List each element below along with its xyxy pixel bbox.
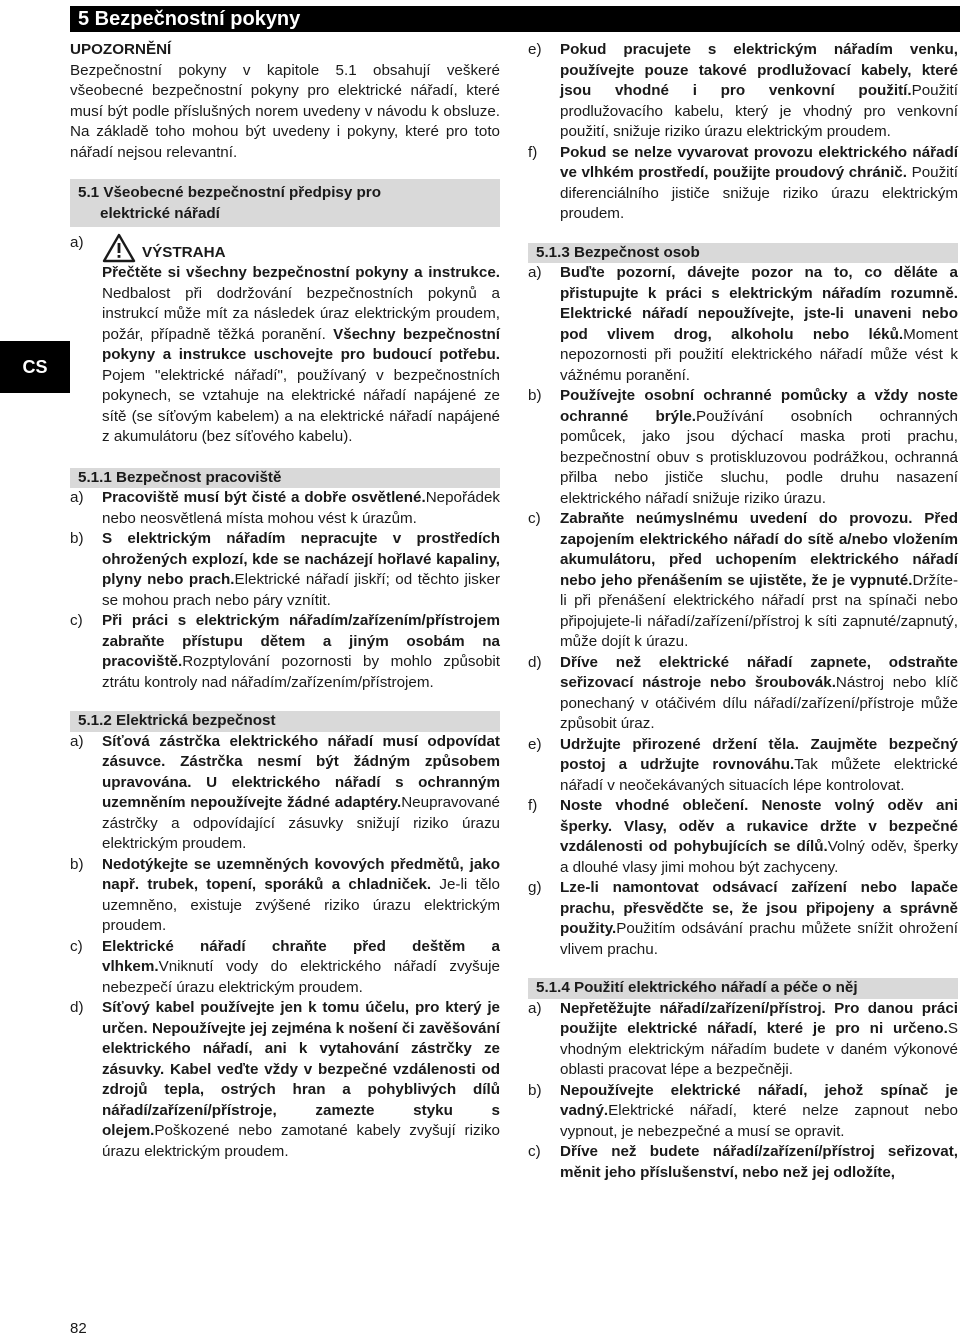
list-item [528, 878, 958, 960]
item-bold-text: Lze-li namontovat odsávací zařízení nebo lapače prachu, přesvědčte se, že jsou připojeny a správně použity. [560, 879, 958, 937]
item-bold-text: Nedotýkejte se uzemněných kovových předmětů, jako např. trubek, topení, sporáků a chladniček. [102, 855, 500, 893]
item-letter: d) [70, 999, 84, 1016]
item-bold-text: Nepřetěžujte nářadí/zařízení/přístroj. Pro danou práci použijte elektrické nářadí, které je pro ni určeno. [560, 999, 958, 1037]
item-text: Použití prodlužovacího kabelu, který je vhodný pro venkovní použití, snižuje riziko úrazu elektrickým proudem. [560, 82, 958, 140]
item-text: Elektrické nářadí jiskří; od těchto jisker se mohou prach nebo páry vznítit. [102, 571, 500, 609]
right-column [528, 40, 958, 1183]
warning-text [102, 263, 500, 448]
notice-title: UPOZORNĚNÍ [70, 41, 172, 58]
workplace-safety-list [70, 488, 500, 693]
list-item [70, 732, 500, 855]
item-letter: b) [528, 1081, 542, 1099]
item-bold-text: Noste vhodné oblečení. Nenoste volný oděv ani šperky. Vlasy, oděv a rukavice držte v bezpečné vzdálenosti od pohybujících se dílů. [560, 797, 958, 855]
warning-bold-1: Přečtěte si všechny bezpečnostní pokyny a instrukce. [102, 264, 500, 281]
item-text: Elektrické nářadí, které nelze zapnout nebo vypnout, je nebezpečné a musí se opravit. [560, 1102, 958, 1140]
list-item [528, 509, 958, 653]
personal-safety-list [528, 263, 958, 960]
warning-triangle-icon [102, 233, 136, 263]
item-letter: g) [528, 879, 542, 896]
item-text: Je-li tělo uzemněno, existuje zvýšené riziko úrazu elektrickým proudem. [102, 876, 500, 934]
item-bold-text: Buďte pozorní, dávejte pozor na to, co děláte a přistupujte k práci s elektrickým nářadím rozumně. Elektrické nářadí nepoužívejte, jste-li unaveni nebo pod vlivem drog, alkoholu nebo léků. [560, 264, 958, 343]
item-text: Držíte-li při přenášení elektrického nářadí prst na spínači nebo připojujete-li nářadí/zařízení/přístroj k síti zapnuté/zapnutý, může dojít k úrazu. [560, 571, 958, 650]
item-text: Použitím odsávání prachu můžete snížit ohrožení vlivem prachu. [560, 920, 958, 958]
item-letter: e) [528, 735, 542, 753]
list-item [528, 1142, 958, 1183]
item-text: Neupravované zástrčky a odpovídající zásuvky snižují riziko úrazu elektrickým proudem. [102, 794, 500, 852]
list-item [528, 1081, 958, 1143]
list-item [528, 999, 958, 1081]
item-text: Nástroj nebo klíč ponechaný v otáčivém dílu nářadí/zařízení/přístroje může způsobit úraz. [560, 674, 958, 732]
section-5-1-4-heading: 5.1.4 Použití elektrického nářadí a péče o něj [528, 978, 958, 999]
item-letter: a) [70, 234, 84, 251]
item-bold-text: Síťový kabel používejte jen k tomu účelu, pro který je určen. Nepoužívejte jej zejména k nošení či zavěšování elektrického nářadí, ani k vytahování zástrčky ze zásuvky. Kabel veďte vždy v bezpečné vzdálenosti od zdrojů tepla, ostrých hran a pohyblivých dílů nářadí/zařízení/přístroje, zamezte styku s olejem. [102, 999, 500, 1139]
warning-item [70, 233, 500, 448]
item-letter: c) [528, 510, 541, 527]
list-item [70, 998, 500, 1162]
chapter-title: 5 Bezpečnostní pokyny [70, 6, 960, 32]
item-letter: a) [70, 732, 84, 750]
item-letter: b) [528, 387, 542, 404]
electrical-safety-list-continued [528, 40, 958, 225]
electrical-safety-list [70, 732, 500, 1163]
list-item [70, 529, 500, 611]
item-letter: c) [528, 1143, 541, 1160]
item-letter: c) [70, 612, 83, 629]
section-5-1-2-heading: 5.1.2 Elektrická bezpečnost [70, 711, 500, 732]
item-letter: c) [70, 937, 83, 955]
item-bold-text: Nepoužívejte elektrické nářadí, jehož spínač je vadný. [560, 1081, 958, 1119]
warning-text-1: Nedbalost při dodržování bezpečnostních pokynů a instrukcí může mít za následek úraz elektrickým proudem, požár, případně těžká poranění. [102, 284, 500, 343]
list-item [528, 653, 958, 735]
item-bold-text: Zabraňte neúmyslnému uvedení do provozu. Před zapojením elektrického nářadí do sítě a/nebo vložením akumulátoru, před uchopením elektrického nářadí nebo jeho přenášením se ujistěte, že je vypnuté. [560, 510, 958, 589]
item-bold-text: Pracoviště musí být čisté a dobře osvětlené. [102, 489, 426, 506]
item-letter: a) [70, 489, 84, 506]
list-item [70, 855, 500, 937]
item-letter: e) [528, 41, 542, 58]
item-bold-text: Dříve než elektrické nářadí zapnete, odstraňte seřizovací nástroje nebo šroubovák. [560, 653, 958, 691]
left-column [70, 40, 500, 1162]
warning-title: VÝSTRAHA [142, 243, 226, 261]
item-letter: f) [528, 797, 538, 814]
item-bold-text: Pokud pracujete s elektrickým nářadím venku, používejte pouze takové prodlužovací kabely, které jsou vhodné i pro venkovní použití. [560, 41, 958, 99]
item-bold-text: Při práci s elektrickým nářadím/zařízením/přístrojem zabraňte přístupu dětem a jiným osobám na pracoviště. [102, 612, 500, 670]
item-letter: b) [70, 855, 84, 873]
item-letter: a) [528, 999, 542, 1017]
item-text: Volný oděv, šperky a dlouhé vlasy jimi mohou být zachyceny. [560, 838, 958, 876]
item-bold-text: S elektrickým nářadím nepracujte v prostředích ohrožených explozí, kde se nacházejí hořlavé kapaliny, plyny nebo prach. [102, 530, 500, 588]
item-letter: b) [70, 530, 84, 547]
item-text: Vniknutí vody do elektrického nářadí zvyšuje nebezpečí úrazu elektrickým proudem. [102, 958, 500, 996]
item-bold-text: Dříve než budete nářadí/zařízení/přístroj seřizovat, měnit jeho příslušenství, nebo než jej odložíte, [560, 1143, 958, 1181]
item-bold-text: Pokud se nelze vyvarovat provozu elektrického nářadí ve vlhkém prostředí, použijte proudový chránič. [560, 143, 958, 181]
list-item [528, 386, 958, 509]
language-tab: CS [0, 341, 70, 393]
list-item [528, 735, 958, 797]
warning-bold-2: Všechny bezpečnostní pokyny a instrukce uschovejte pro budoucí potřebu. [102, 325, 501, 363]
item-text: Tak můžete elektrické nářadí v neočekávaných situacích lépe kontrolovat. [560, 756, 958, 794]
page-number: 82 [70, 1320, 87, 1337]
item-text: S vhodným elektrickým nářadím budete v daném výkonové oblasti pracovat lépe a bezpečněji. [560, 1020, 958, 1078]
list-item [70, 488, 500, 529]
item-letter: a) [528, 264, 542, 281]
list-item [70, 937, 500, 999]
item-letter: f) [528, 143, 538, 161]
section-5-1-1-heading: 5.1.1 Bezpečnost pracoviště [70, 468, 500, 489]
section-5-1-title-line1: 5.1 Všeobecné bezpečnostní předpisy pro [78, 184, 381, 201]
section-5-1-3-heading: 5.1.3 Bezpečnost osob [528, 243, 958, 264]
item-text: Rozptylování pozornosti by mohlo způsobit ztrátu kontroly nad nářadím/zařízením/přístrojem. [102, 653, 500, 691]
list-item [528, 40, 958, 143]
item-text: Použití diferenciálního jističe snižuje riziko úrazu elektrickým proudem. [560, 164, 958, 222]
item-bold-text: Používejte osobní ochranné pomůcky a vždy noste ochranné brýle. [560, 387, 958, 425]
item-text: Moment nepozornosti při použití elektrického nářadí může vést k vážnému poranění. [560, 325, 958, 384]
list-item [528, 263, 958, 386]
list-item [70, 611, 500, 693]
item-bold-text: Udržujte přirozené držení těla. Zaujměte bezpečný postoj a udržujte rovnováhu. [560, 735, 958, 773]
warning-row [102, 233, 500, 263]
notice-text: Bezpečnostní pokyny v kapitole 5.1 obsahují veškeré všeobecné bezpečnostní pokyny pro elektrické nářadí, které musí být podle příslušných norem uvedeny v návodu k obsluze. Na základě toho mohou být uvedeny i pokyny, které pro toto nářadí nejsou relevantní. [70, 61, 500, 161]
section-5-1-heading [70, 179, 500, 227]
list-item [528, 143, 958, 225]
item-letter: d) [528, 653, 542, 671]
list-item [528, 796, 958, 878]
item-bold-text: Elektrické nářadí chraňte před deštěm a vlhkem. [102, 937, 500, 975]
section-5-1-title-line2: elektrické nářadí [100, 205, 220, 222]
item-text: Používání osobních ochranných pomůcek, jako jsou dýchací maska proti prachu, bezpečnostní obuv s protiskluzovou podrážkou, ochranná přilba nebo jističe sluchu, podle druhu nasazení elektrického nářadí snižuje riziko úrazu. [560, 407, 958, 507]
item-text: Poškozené nebo zamotané kabely zvyšují riziko úrazu elektrickým proudem. [102, 1122, 500, 1160]
item-text: Nepořádek nebo neosvětlená místa mohou vést k úrazům. [102, 489, 500, 527]
warning-text-2: Pojem "elektrické nářadí", používaný v bezpečnostních pokynech, se vztahuje na elektrické nářadí napájené ze sítě (se síťovým kabelem) a na elektrické nářadí napájené z akumulátoru (bez síťového kabelu). [102, 366, 500, 445]
item-bold-text: Síťová zástrčka elektrického nářadí musí odpovídat zásuvce. Zástrčka nesmí být žádným způsobem upravována. U elektrického nářadí s ochranným uzemněním nepoužívejte žádné adaptéry. [102, 732, 500, 811]
tool-use-list [528, 999, 958, 1184]
